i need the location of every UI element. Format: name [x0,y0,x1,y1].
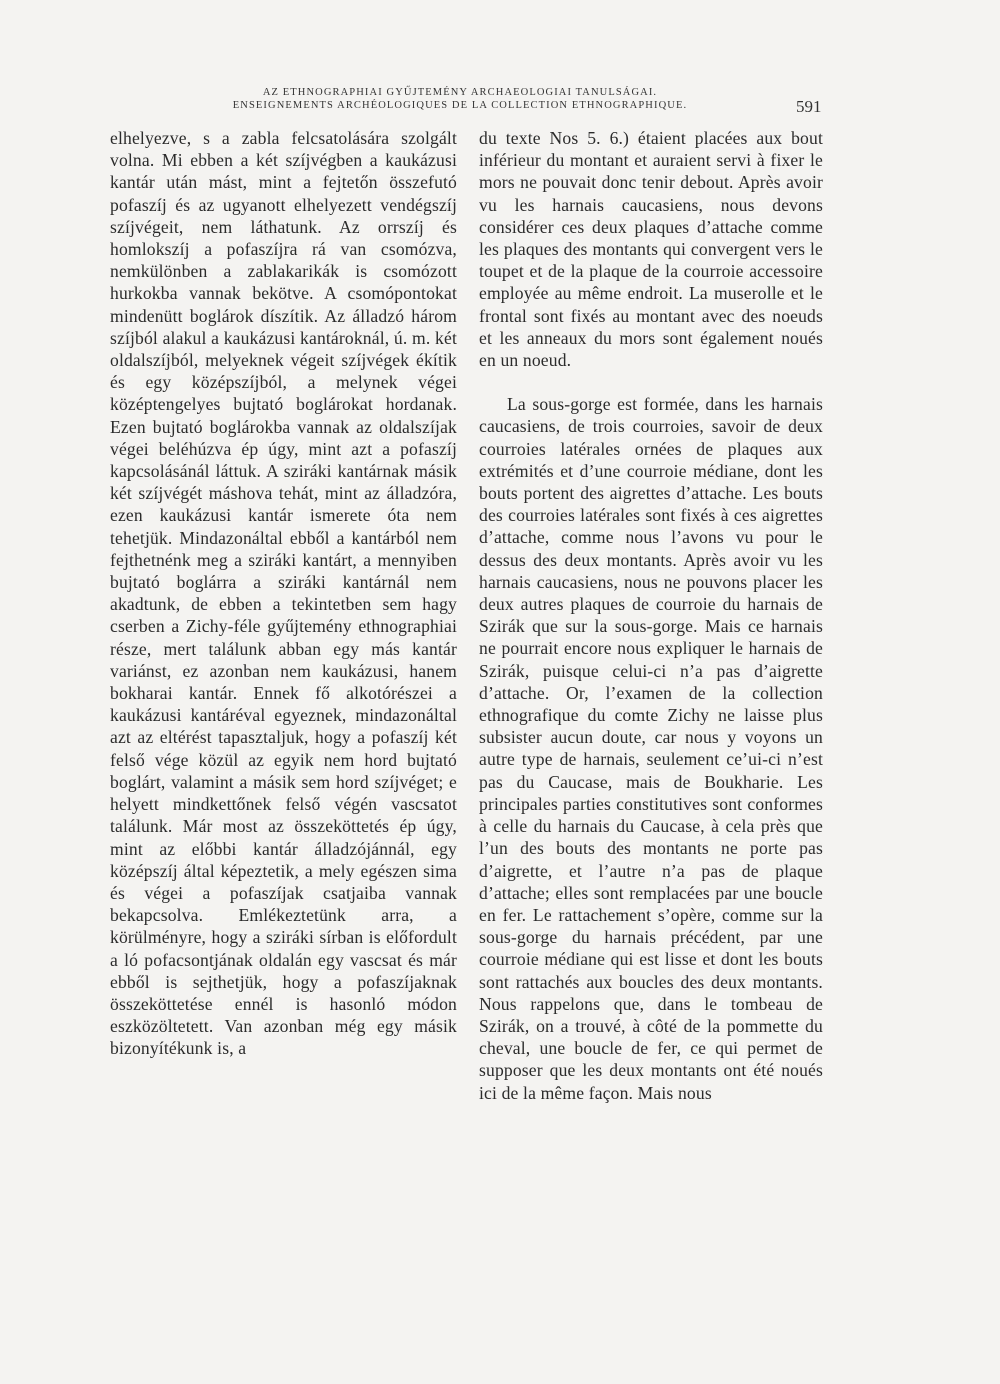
running-header-hungarian: AZ ETHNOGRAPHIAI GYŰJTEMÉNY ARCHAEOLOGIAI TANULSÁGAI. [262,87,658,98]
running-header [200,86,720,112]
running-header-french: ENSEIGNEMENTS ARCHÉOLOGIQUES DE LA COLLECTION ETHNOGRAPHIQUE. [232,100,688,111]
page-number: 591 [796,97,822,116]
right-column-french [479,127,823,1104]
left-paragraph-1: elhelyezve, s a zabla felcsatolására szolgált volna. Mi ebben a két szíjvégben a kaukázusi kantár után mást, mint a fejtetőn összefutó pofaszíj és az ugyanott elhelyezett vendégszíj szíjvégeit, nem láthatunk. Az orrszíj és homlokszíj a pofaszíjra rá van csomózva, nemkülönben a zablakarikák is csomózott hurkokba vannak bekötve. A csomópontokat mindenütt boglárok díszítik. Az álladzó három szíjból alakul a kaukázusi kantároknál, ú. m. két oldalszíjból, melyeknek végeit szíjvégek ékítik és egy középszíjból, a melynek végei középtengelyes bujtató boglárokat hordanak. Ezen bujtató boglárokba vannak az oldalszíjak végei beléhúzva ép úgy, mint azt a pofaszíj kapcsolásánál láttuk. A sziráki kantárnak másik két szíjvégét máshova tehát, mint az álladzóra, ezen kaukázusi kantár ismerete óta nem tehetjük. Mindazonáltal ebből a kantárból nem fejthetnénk meg a sziráki kantárt, a mennyiben bujtató boglárra a sziráki kantárnál nem akadtunk, de ebben a tekintetben sem hagy cserben a Zichy-féle gyűjtemény ethnographiai része, mert találunk abban egy más kantár variánst, ez azonban nem kaukázusi, hanem bokharai kantár. Ennek fő alkotórészei a kaukázusi kantáréval egyeznek, mindazonáltal azt az eltérést tapasztaljuk, hogy a pofaszíj két felső vége közül az egyik nem hord bujtató boglárt, valamint a másik sem hord szíjvéget; e helyett mindkettőnek felső végén vascsatot találunk. Már most az összeköttetés ép úgy, mint az előbbi kantár álladzójánnál, egy középszíj által képeztetik, a mely egészen sima és végei a pofaszíjak csatjaiba vannak bekapcsolva. Emlékeztetünk arra, a körülményre, hogy a sziráki sírban is előfordult a ló pofacsontjának oldalán egy vascsat és már ebből is sejthetjük, hogy a pofaszíjaknak összeköttetése ennél is hasonló módon eszközöltetett. Van azonban még egy másik bizonyítékunk is, a [110,128,457,1059]
right-paragraph-2: La sous-gorge est formée, dans les harnais caucasiens, de trois courroies, savoir de deux courroies latérales ornées de plaques aux extrémités et d’une courroie médiane, dont les bouts portent des aigrettes d’attache. Les bouts des courroies latérales sont fixés à ces aigrettes d’attache, comme nous l’avons vu pour le dessus des deux montants. Après avoir vu les harnais caucasiens, nous ne pouvons placer les deux autres plaques de courroie du harnais de Szirák que sur la sous-gorge. Mais ce harnais ne pourrait encore nous expliquer le harnais de Szirák, puisque celui-ci n’a pas d’aigrette d’attache. Or, l’examen de la collection ethnografique du comte Zichy ne laisse plus subsister aucun doute, car nous y voyons un autre type de harnais, seulement ce’ui-ci n’est pas du Caucase, mais de Boukharie. Les principales parties constitutives sont conformes à celle du harnais du Caucase, à cela près que l’un des bouts des montants ne porte pas d’aigrette, et l’autre n’a pas de plaque d’attache; elles sont remplacées par une boucle en fer. Le rattachement s’opère, comme sur la sous-gorge du harnais précédent, par une courroie médiane qui est lisse et dont les bouts sont rattachés aux boucles des deux montants. Nous rappelons que, dans le tombeau de Szirák, on a trouvé, à côté de la pommette du cheval, une boucle de fer, ce qui permet de supposer que les deux montants ont été noués ici de la même façon. Mais nous [479,394,823,1103]
left-column-hungarian [110,127,457,1060]
right-paragraph-1: du texte Nos 5. 6.) étaient placées aux bout inférieur du montant et auraient servi à fixer le mors ne pouvait donc tenir debout. Après avoir vu les harnais caucasiens, nous devons considérer ces deux plaques d’attache comme les plaques des montants qui convergent vers le toupet et de la plaque de la courroie accessoire employée au même endroit. La muserolle et le frontal sont fixés au montant avec des noeuds et les anneaux du mors sont également noués en un noeud. [479,128,823,371]
